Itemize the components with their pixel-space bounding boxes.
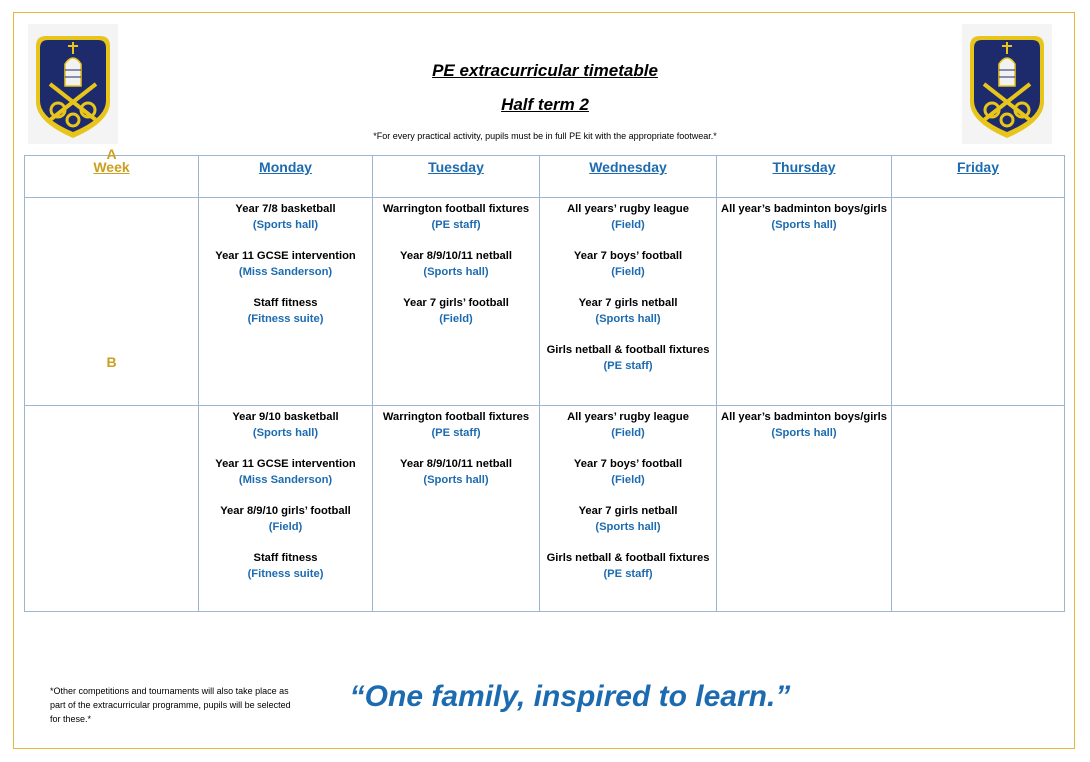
tuesday-cell xyxy=(373,406,540,612)
header-week: Week xyxy=(25,156,199,198)
week-row-a xyxy=(25,198,1065,406)
activity-name: Year 11 GCSE intervention xyxy=(215,250,356,262)
school-crest-icon xyxy=(28,24,118,144)
activity-location: (PE staff) xyxy=(431,219,481,231)
school-motto: “One family, inspired to learn.” xyxy=(349,680,791,713)
activity-location: (Miss Sanderson) xyxy=(238,266,333,278)
activity-location: (Sports hall) xyxy=(423,474,489,486)
activity-entry xyxy=(199,409,372,441)
activity-name: Year 8/9/10 girls’ football xyxy=(220,505,351,517)
week-label: B xyxy=(106,354,117,370)
activity-location: (Field) xyxy=(439,313,473,325)
activity-name: Year 8/9/10/11 netball xyxy=(400,458,512,470)
activity-name: Year 7 girls netball xyxy=(578,297,678,309)
monday-cell xyxy=(199,198,373,406)
activity-name: Year 7 girls’ football xyxy=(403,297,509,309)
week-row-b xyxy=(25,406,1065,612)
activity-name: Year 7 girls netball xyxy=(578,505,678,517)
wednesday-cell xyxy=(540,406,717,612)
activity-entry xyxy=(373,295,539,327)
thursday-cell xyxy=(717,198,892,406)
header-thursday: Thursday xyxy=(717,156,892,198)
activity-entry xyxy=(540,550,716,582)
activity-entry xyxy=(373,248,539,280)
activity-name: All years’ rugby league xyxy=(567,411,689,423)
activity-name: Year 8/9/10/11 netball xyxy=(400,250,512,262)
monday-cell xyxy=(199,406,373,612)
activity-location: (Sports hall) xyxy=(252,427,319,439)
school-crest-icon xyxy=(962,24,1052,144)
week-label-cell xyxy=(25,354,199,612)
activity-name: Year 9/10 basketball xyxy=(232,411,339,423)
activity-name: All year’s badminton boys/girls xyxy=(721,411,887,423)
activity-entry xyxy=(540,503,716,535)
header-monday: Monday xyxy=(199,156,373,198)
activity-location: (Sports hall) xyxy=(252,219,319,231)
activity-entry xyxy=(199,248,372,280)
activity-location: (Sports hall) xyxy=(771,427,837,439)
activity-entry xyxy=(199,456,372,488)
friday-cell xyxy=(892,406,1065,612)
activity-entry xyxy=(199,550,372,582)
activity-name: Staff fitness xyxy=(253,297,318,309)
activity-entry xyxy=(540,456,716,488)
activity-entry xyxy=(373,201,539,233)
header-wednesday: Wednesday xyxy=(540,156,717,198)
header-tuesday: Tuesday xyxy=(373,156,540,198)
activity-name: Year 11 GCSE intervention xyxy=(215,458,356,470)
activity-location: (Field) xyxy=(611,266,645,278)
tuesday-cell xyxy=(373,198,540,406)
activity-name: Year 7 boys’ football xyxy=(573,458,683,470)
activity-location: (Sports hall) xyxy=(595,521,661,533)
activity-location: (Field) xyxy=(611,474,645,486)
activity-name: Girls netball & football fixtures xyxy=(546,344,710,356)
activity-entry xyxy=(199,503,372,535)
header-row xyxy=(25,156,1065,198)
activity-entry xyxy=(199,295,372,327)
activity-entry xyxy=(717,201,891,233)
activity-entry xyxy=(540,295,716,327)
wednesday-cell xyxy=(540,198,717,406)
activity-location: (Sports hall) xyxy=(771,219,837,231)
activity-location: (Miss Sanderson) xyxy=(238,474,333,486)
week-label: A xyxy=(106,146,117,162)
page-title: PE extracurricular timetable xyxy=(432,61,658,80)
activity-location: (PE staff) xyxy=(431,427,481,439)
activity-name: Year 7 boys’ football xyxy=(573,250,683,262)
activity-entry xyxy=(199,201,372,233)
activity-location: (Sports hall) xyxy=(423,266,489,278)
header-friday: Friday xyxy=(892,156,1065,198)
kit-note: *For every practical activity, pupils must be in full PE kit with the appropriate footwear.* xyxy=(373,131,717,141)
activity-name: Warrington football fixtures xyxy=(382,411,530,423)
activity-entry xyxy=(540,342,716,374)
activity-name: Warrington football fixtures xyxy=(382,203,530,215)
activity-location: (Field) xyxy=(268,521,303,533)
timetable xyxy=(24,146,1065,612)
activity-entry xyxy=(373,456,539,488)
activity-name: Staff fitness xyxy=(253,552,318,564)
footnote: *Other competitions and tournaments will also take place as part of the extracurricular programme, pupils will be selected for these.* xyxy=(50,686,291,724)
page-subtitle: Half term 2 xyxy=(501,95,589,114)
activity-location: (Fitness suite) xyxy=(247,313,324,325)
activity-location: (Fitness suite) xyxy=(247,568,324,580)
activity-name: All years’ rugby league xyxy=(567,203,689,215)
activity-entry xyxy=(373,409,539,441)
activity-name: Year 7/8 basketball xyxy=(235,203,336,215)
activity-entry xyxy=(540,248,716,280)
friday-cell xyxy=(892,198,1065,406)
activity-name: All year’s badminton boys/girls xyxy=(721,203,887,215)
activity-entry xyxy=(540,409,716,441)
activity-location: (PE staff) xyxy=(603,360,653,372)
activity-name: Girls netball & football fixtures xyxy=(546,552,710,564)
activity-location: (Field) xyxy=(611,427,645,439)
activity-location: (Sports hall) xyxy=(595,313,661,325)
activity-entry xyxy=(717,409,891,441)
activity-location: (PE staff) xyxy=(603,568,653,580)
activity-entry xyxy=(540,201,716,233)
thursday-cell xyxy=(717,406,892,612)
activity-location: (Field) xyxy=(611,219,645,231)
